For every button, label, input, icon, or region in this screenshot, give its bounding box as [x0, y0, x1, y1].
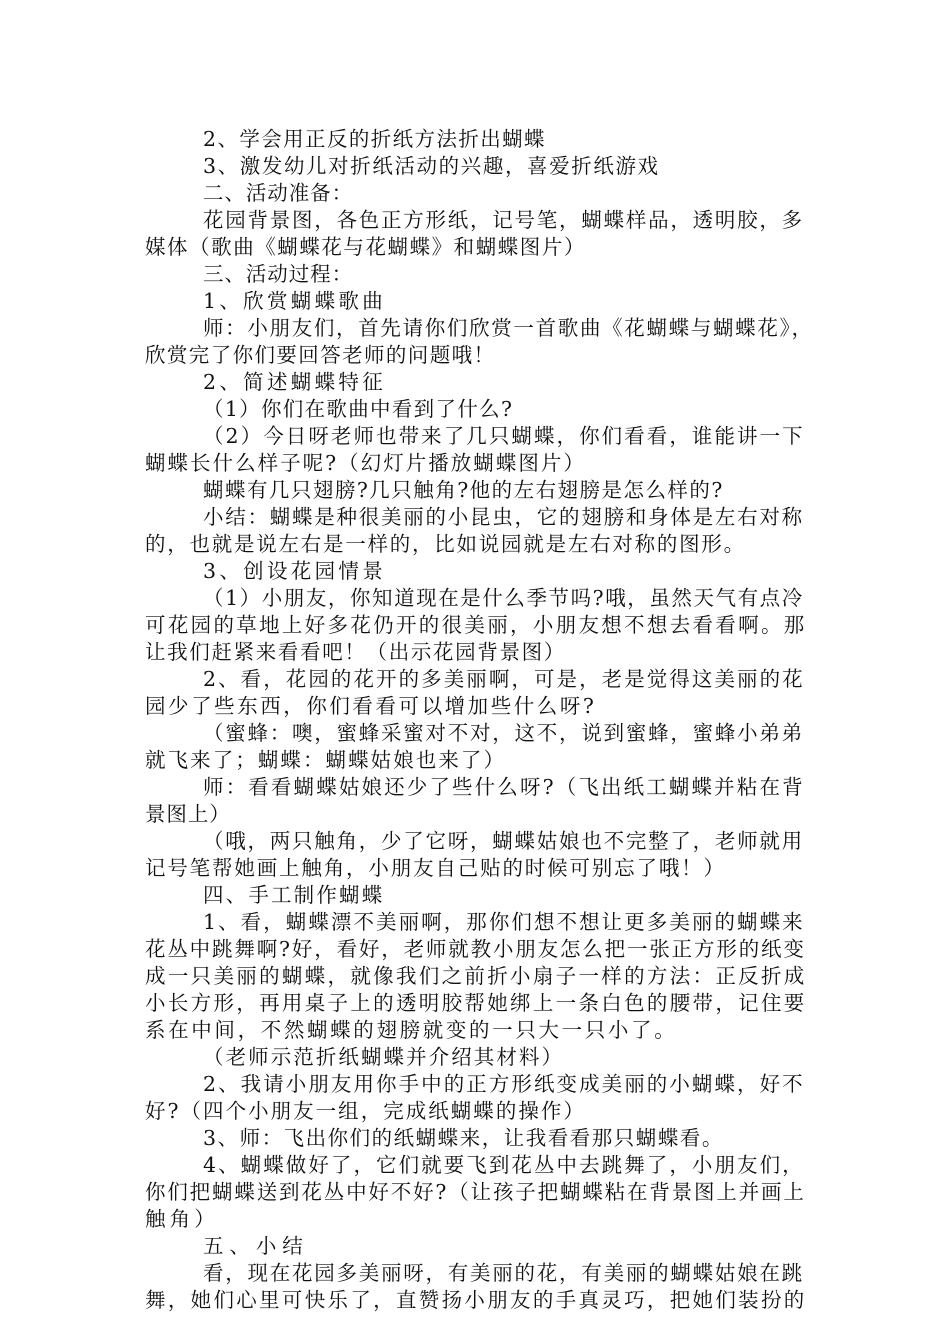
text-line: 系在中间，不然蝴蝶的翅膀就变的一只大一只小了。 — [145, 1018, 678, 1042]
section-heading: 五、小结 — [203, 1234, 309, 1258]
text-line: 小结：蝴蝶是种很美丽的小昆虫，它的翅膀和身体是左右对称 — [203, 505, 804, 529]
section-heading: 四、手工制作蝴蝶 — [203, 883, 385, 907]
text-line: 记号笔帮她画上触角，小朋友自己贴的时候可别忘了哦！） — [145, 856, 726, 880]
text-line: 景图上） — [145, 802, 231, 826]
text-line: 看，现在花园多美丽呀，有美丽的花，有美丽的蝴蝶姑娘在跳 — [203, 1261, 804, 1285]
text-line: 3、激发幼儿对折纸活动的兴趣，喜爱折纸游戏 — [203, 154, 660, 178]
text-line: 舞，她们心里可快乐了，直赞扬小朋友的手真灵巧，把她们装扮的 — [145, 1288, 807, 1312]
text-line: 2、学会用正反的折纸方法折出蝴蝶 — [203, 127, 546, 151]
text-line: 小长方形，再用桌子上的透明胶帮她绑上一条白色的腰带，记住要 — [145, 991, 807, 1015]
text-line: （2）今日呀老师也带来了几只蝴蝶，你们看看，谁能讲一下 — [203, 424, 805, 448]
text-line: 2、我请小朋友用你手中的正方形纸变成美丽的小蝴蝶，好不 — [203, 1072, 805, 1096]
text-line: 欣赏完了你们要回答老师的问题哦！ — [145, 343, 496, 367]
text-line: 4、蝴蝶做好了，它们就要飞到花丛中去跳舞了，小朋友们， — [203, 1153, 805, 1177]
text-line: 就飞来了；蝴蝶：蝴蝶姑娘也来了） — [145, 748, 507, 772]
text-line: 3、创设花园情景 — [203, 559, 387, 583]
text-line: 师：看看蝴蝶姑娘还少了些什么呀?（飞出纸工蝴蝶并粘在背 — [203, 775, 805, 799]
text-line: 你们把蝴蝶送到花丛中好不好?（让孩子把蝴蝶粘在背景图上并画上 — [145, 1180, 806, 1204]
text-line: （蜜蜂：噢，蜜蜂采蜜对不对，这不，说到蜜蜂，蜜蜂小弟弟 — [203, 721, 804, 745]
text-line: 媒体（歌曲《蝴蝶花与花蝴蝶》和蝴蝶图片） — [145, 235, 586, 259]
text-line: 3、师：飞出你们的纸蝴蝶来，让我看看那只蝴蝶看。 — [203, 1126, 724, 1150]
text-line: （哦，两只触角，少了它呀，蝴蝶姑娘也不完整了，老师就用 — [203, 829, 804, 853]
text-line: 2、简述蝴蝶特征 — [203, 370, 387, 394]
text-line: 的，也就是说左右是一样的，比如说园就是左右对称的图形。 — [145, 532, 746, 556]
text-line: （1）小朋友，你知道现在是什么季节吗?哦，虽然天气有点冷 — [203, 586, 804, 610]
text-line: 花丛中跳舞啊?好，看好，老师就教小朋友怎么把一张正方形的纸变 — [145, 937, 806, 961]
text-line: 1、看，蝴蝶漂不美丽啊，那你们想不想让更多美丽的蝴蝶来 — [203, 910, 805, 934]
section-heading: 三、活动过程： — [203, 262, 354, 286]
text-line: 成一只美丽的蝴蝶，就像我们之前折小扇子一样的方法：正反折成 — [145, 964, 807, 988]
text-line: 好?（四个小朋友一组，完成纸蝴蝶的操作） — [145, 1099, 586, 1123]
text-line: 蝴蝶长什么样子呢?（幻灯片播放蝴蝶图片） — [145, 451, 586, 475]
text-line: 1、欣赏蝴蝶歌曲 — [203, 289, 387, 313]
text-line: （老师示范折纸蝴蝶并介绍其材料） — [203, 1045, 565, 1069]
text-line: 2、看，花园的花开的多美丽啊，可是，老是觉得这美丽的花 — [203, 667, 805, 691]
text-line: 园少了些东西，你们看看可以增加些什么呀? — [145, 694, 597, 718]
text-line: （1）你们在歌曲中看到了什么? — [203, 397, 514, 421]
text-line: 花园背景图，各色正方形纸，记号笔，蝴蝶样品，透明胶，多 — [203, 208, 804, 232]
section-heading: 二、活动准备： — [203, 181, 354, 205]
text-line: 可花园的草地上好多花仍开的很美丽，小朋友想不想去看看啊。那 — [145, 613, 807, 637]
text-line: 让我们赶紧来看看吧！（出示花园背景图） — [145, 640, 566, 664]
text-line: 触角） — [145, 1207, 219, 1231]
text-line: 师：小朋友们，首先请你们欣赏一首歌曲《花蝴蝶与蝴蝶花》， — [203, 316, 814, 340]
text-line: 蝴蝶有几只翅膀?几只触角?他的左右翅膀是怎么样的? — [203, 478, 724, 502]
